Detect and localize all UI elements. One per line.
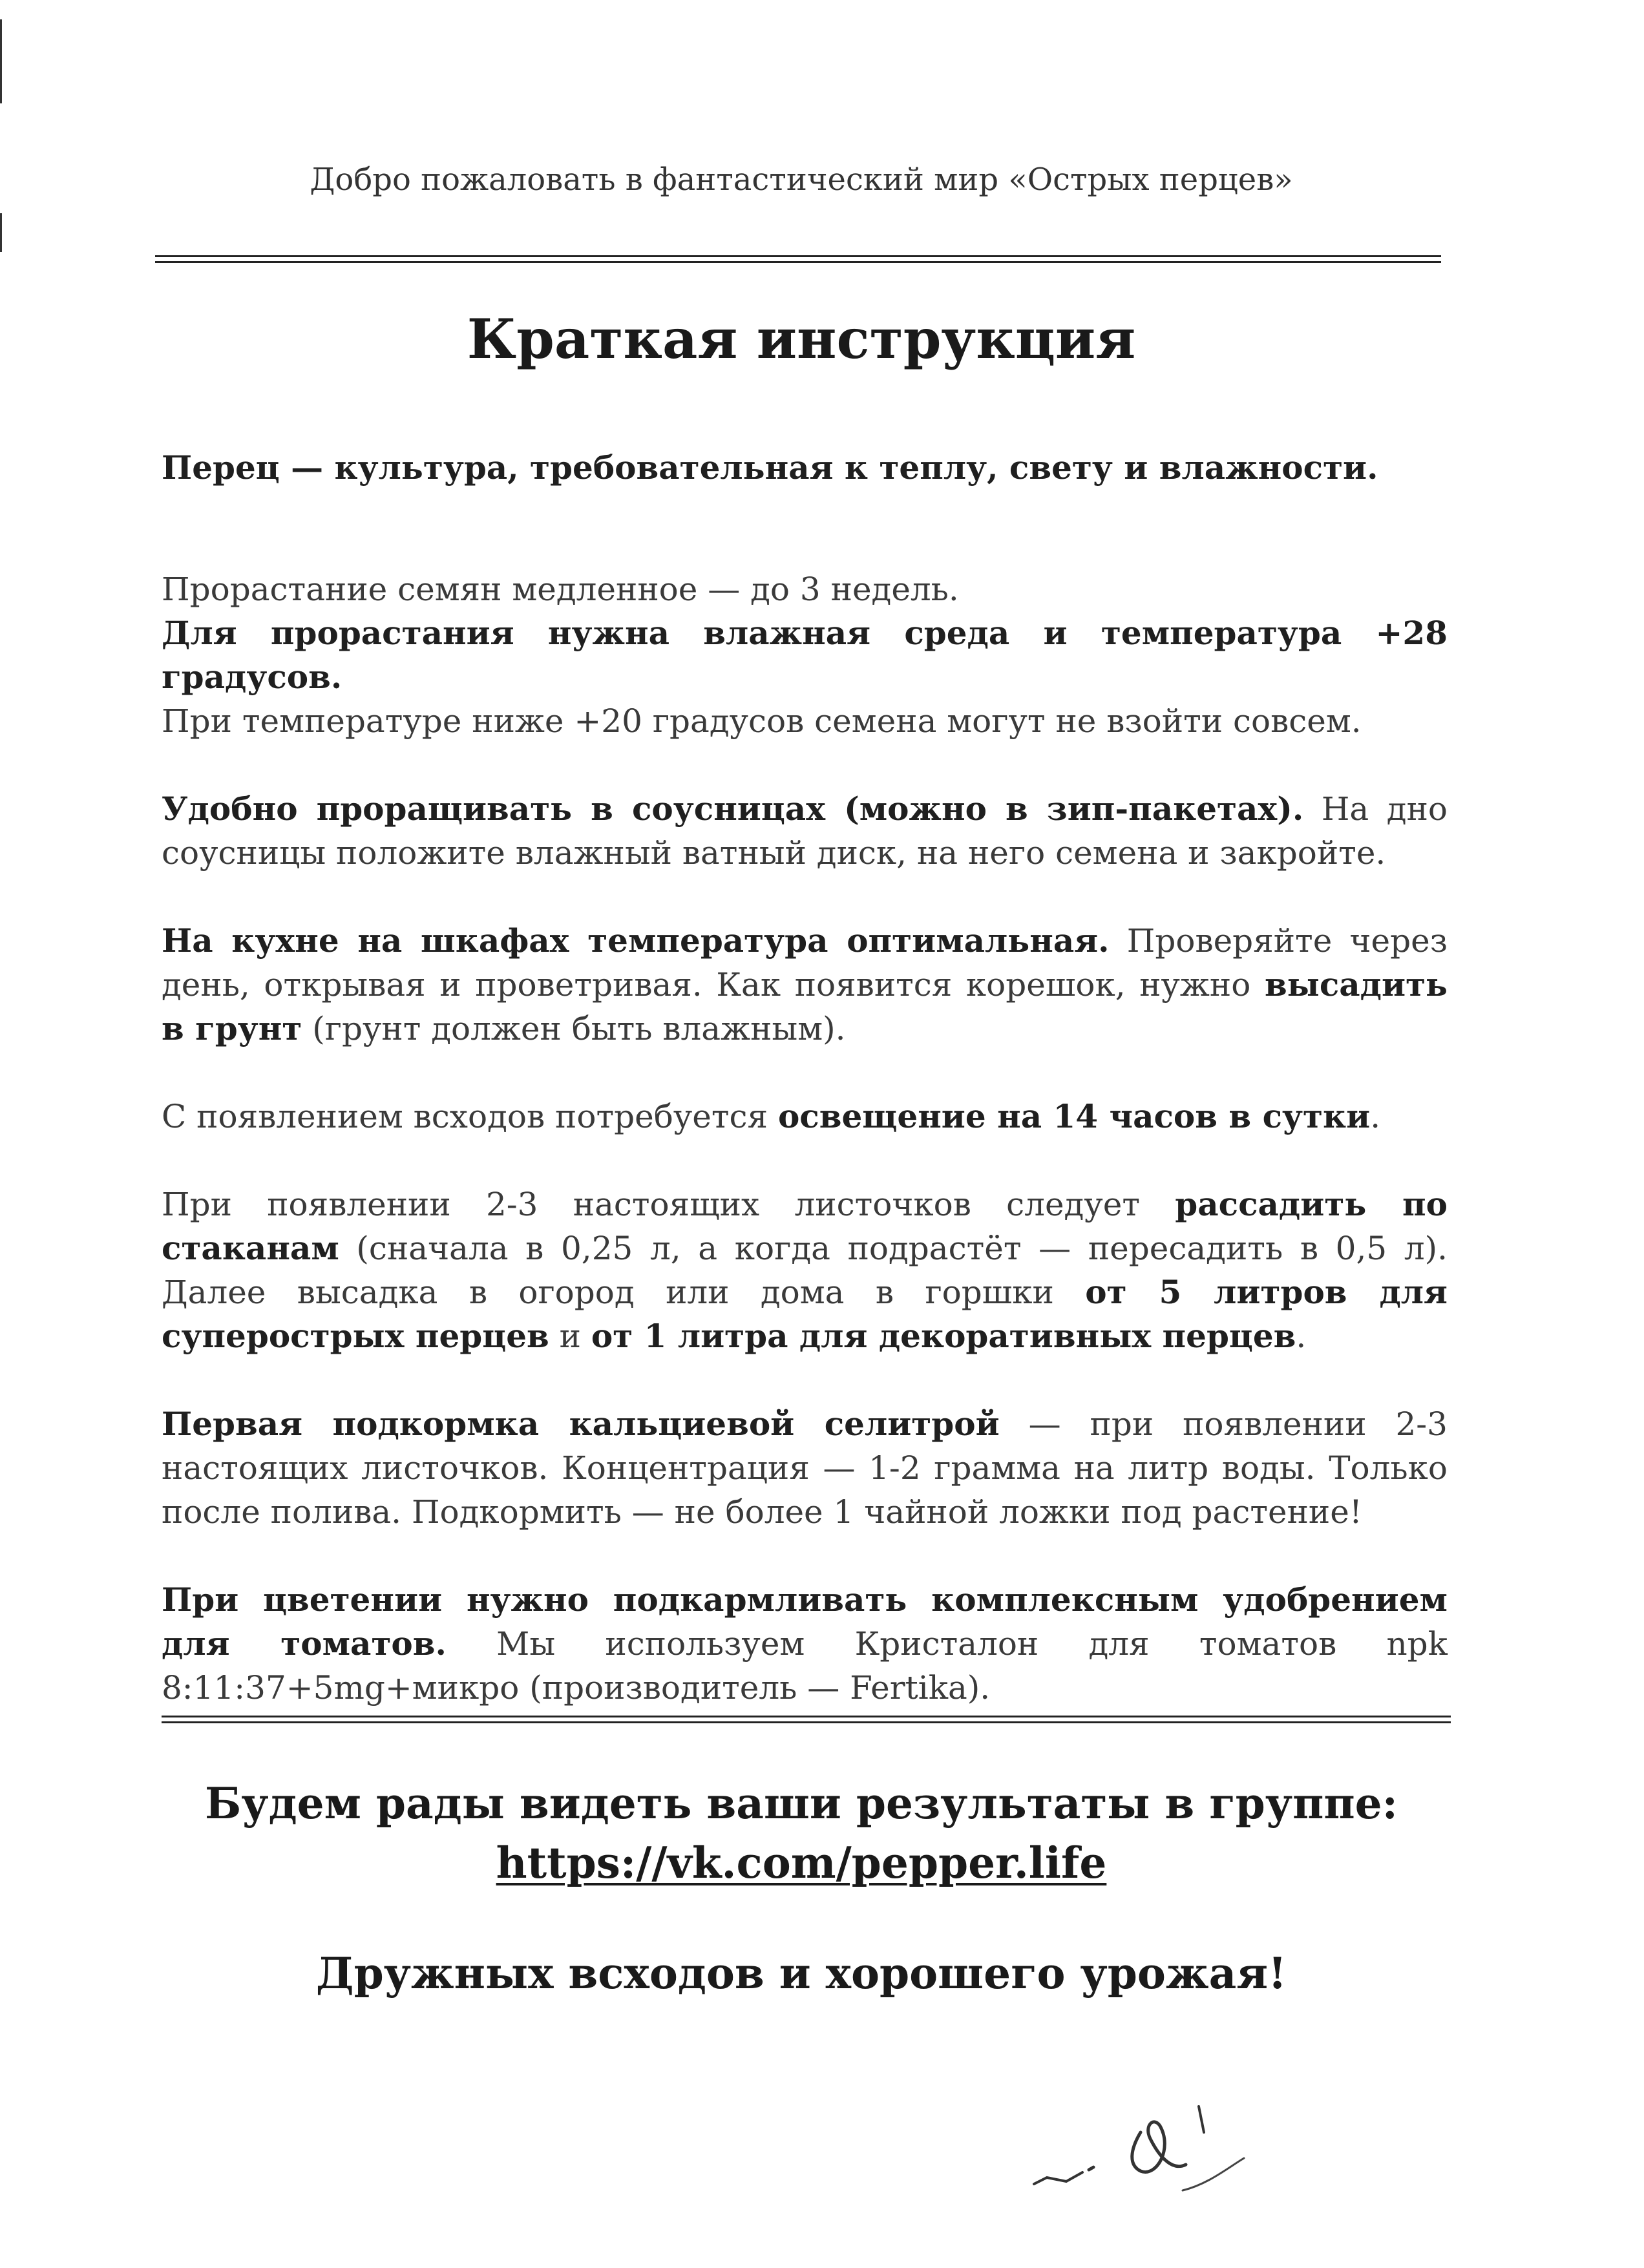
feeding-bold: Первая подкормка кальциевой селитрой: [162, 1405, 1000, 1443]
kitchen-text2: (грунт должен быть влажным).: [302, 1010, 846, 1047]
farewell-text: Дружных всходов и хорошего урожая!: [315, 1948, 1287, 1999]
welcome-header: Добро пожаловать в фантастический мир «Острых перцев»: [310, 162, 1293, 198]
lighting-text2: .: [1370, 1098, 1381, 1135]
germination-line3: При температуре ниже +20 градусов семена могут не взойти совсем.: [162, 702, 1362, 740]
intro-bold: Перец — культура, требовательная к теплу, свету и влажности.: [162, 448, 1378, 487]
kitchen-bold2: высадить в грунт: [162, 965, 1448, 1047]
paragraph-first-feeding: [162, 1402, 1448, 1534]
flowering-bold: При цветении нужно подкармливать комплексным удобрением для томатов.: [162, 1580, 1448, 1663]
transplant-text3: и: [549, 1318, 591, 1355]
top-double-rule: [155, 255, 1441, 263]
page-title: Краткая инструкция: [467, 307, 1136, 371]
transplant-text1: При появлении 2-3 настоящих листочков следует: [162, 1186, 1175, 1223]
paragraph-germination-2: [162, 611, 1448, 699]
kitchen-text1: Проверяйте через день, открывая и проветривая. Как появится корешок, нужно: [162, 922, 1448, 1003]
lighting-bold: освещение на 14 часов в сутки: [777, 1097, 1371, 1135]
paragraph-kitchen: [162, 919, 1448, 1051]
bottom-double-rule: [162, 1716, 1451, 1723]
instruction-body: [162, 446, 1448, 1710]
flowering-text: Мы используем Кристалон для томатов npk 8:11:37+5mg+микро (производитель — Fertika).: [162, 1625, 1448, 1706]
scan-edge-mark: [0, 213, 2, 252]
paragraph-sauce-dish: [162, 787, 1448, 875]
germination-line2: Для прорастания нужна влажная среда и температура +28 градусов.: [162, 614, 1448, 696]
cta-text: Будем рады видеть ваши результаты в группе:: [204, 1778, 1398, 1829]
transplant-text2: (сначала в 0,25 л, а когда подрастёт — пересадить в 0,5 л). Далее высадка в огород или дома в горшки: [162, 1230, 1448, 1311]
transplant-bold3: от 1 литра для декоративных перцев: [591, 1317, 1296, 1355]
paragraph-germination-1: [162, 567, 1448, 611]
paragraph-transplant: [162, 1182, 1448, 1358]
transplant-bold2: от 5 литров для суперострых перцев: [162, 1273, 1448, 1355]
group-link[interactable]: https://vk.com/pepper.life: [496, 1838, 1107, 1888]
transplant-bold1: рассадить по стаканам: [162, 1185, 1448, 1267]
sauce-dish-text: На дно соусницы положите влажный ватный диск, на него семена и закройте.: [162, 790, 1448, 872]
lighting-text1: С появлением всходов потребуется: [162, 1098, 778, 1135]
sauce-dish-bold: Удобно проращивать в соусницах (можно в зип-пакетах).: [162, 790, 1304, 828]
footer-cta: [155, 1774, 1448, 1893]
germination-line1: Прорастание семян медленное — до 3 недель.: [162, 571, 959, 608]
kitchen-bold: На кухне на шкафах температура оптимальная.: [162, 921, 1110, 960]
paragraph-lighting: [162, 1095, 1448, 1139]
paragraph-flowering: [162, 1578, 1448, 1710]
transplant-text4: .: [1296, 1318, 1307, 1355]
scan-edge-mark: [0, 19, 2, 103]
paragraph-germination-3: [162, 699, 1448, 743]
feeding-text: — при появлении 2-3 настоящих листочков. Концентрация — 1-2 грамма на литр воды. Только после полива. Подкормить — не более 1 чайной ложки под растение!: [162, 1405, 1448, 1531]
signature: [1021, 2087, 1292, 2203]
paragraph-intro: [162, 446, 1448, 490]
